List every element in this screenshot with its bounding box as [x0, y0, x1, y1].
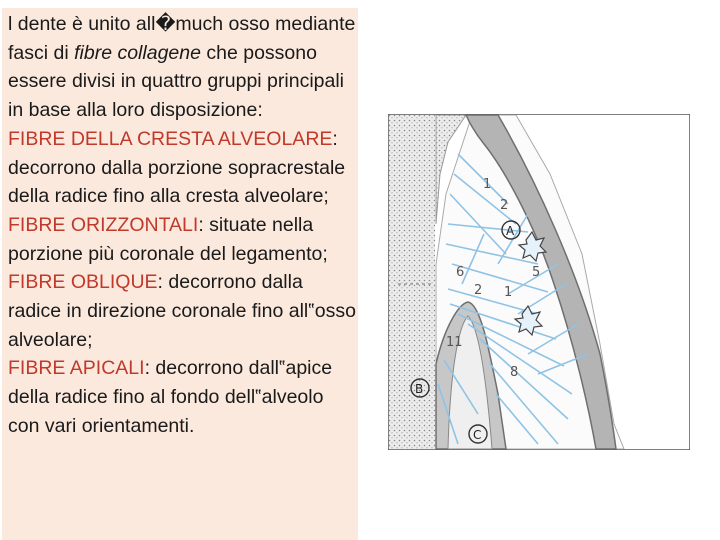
intro-text-2: che possono essere divisi in quattro gruppi principali in base alla loro disposizione:: [8, 41, 345, 122]
marker-A: A: [506, 224, 515, 238]
label-1a: 1: [483, 177, 492, 192]
group-4-text: : decorrono dall‟apice della radice fino al fondo dell‟alveolo con vari orientamenti.: [8, 357, 333, 437]
label-1b: 1: [504, 285, 513, 300]
label-8: 8: [510, 365, 519, 380]
label-2b: 2: [474, 283, 483, 298]
intro-italic: fibre collagene: [74, 41, 201, 64]
group-1-title: FIBRE DELLA CRESTA ALVEOLARE: [8, 127, 333, 150]
label-5: 5: [532, 265, 541, 280]
label-2a: 2: [500, 198, 509, 213]
group-2-text: : situate nella porzione più coronale del legamento;: [8, 213, 328, 265]
label-6: 6: [456, 265, 465, 280]
group-2-title: FIBRE ORIZZONTALI: [8, 213, 199, 236]
group-4-title: FIBRE APICALI: [8, 357, 145, 380]
intro-text-1: l dente è unito all�much osso mediante fasci di: [8, 13, 356, 64]
soft-tissue-left: [389, 115, 435, 449]
group-1-text: : decorrono dalla porzione sopracrestale della radice fino alla cresta alveolare;: [8, 127, 346, 208]
description-paragraph: [8, 10, 358, 441]
periodontal-ligament-figure: [388, 114, 690, 450]
label-11: 11: [446, 335, 463, 350]
marker-B: B: [415, 382, 424, 396]
figure-drawing: [388, 114, 690, 450]
group-3-text: : decorrono dalla radice in direzione coronale fino all‟osso alveolare;: [8, 271, 356, 351]
marker-C: C: [473, 428, 482, 442]
group-3-title: FIBRE OBLIQUE: [8, 271, 158, 294]
text-panel: [2, 8, 358, 540]
